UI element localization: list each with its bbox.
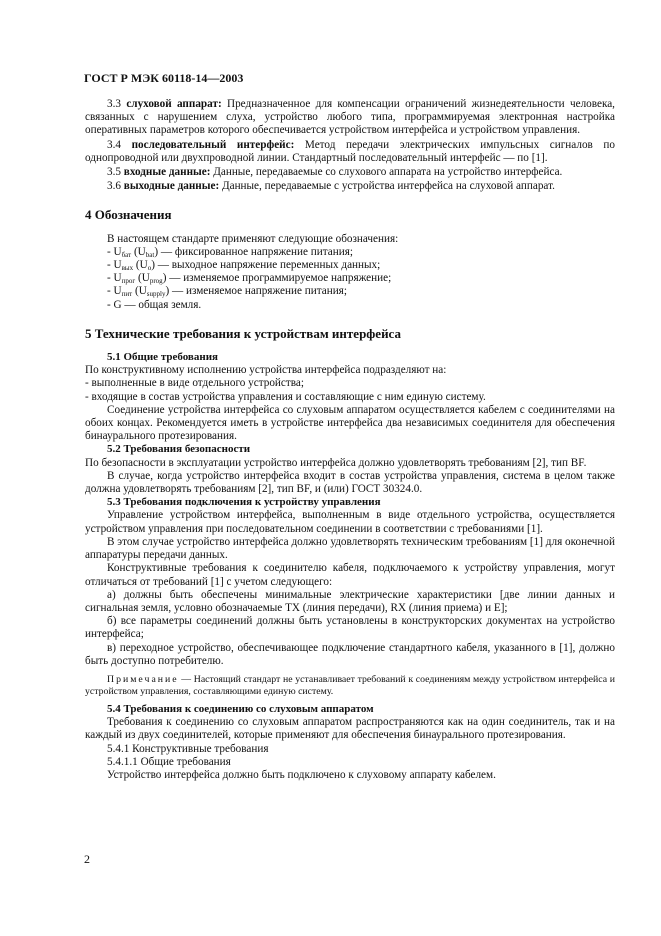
paragraph: В этом случае устройство интерфейса должно удовлетворять техническим требованиям [1] для оконечной аппаратуры передачи данных.	[85, 535, 615, 562]
subsection-5-1-title: 5.1 Общие требования	[107, 351, 218, 364]
subsection-5-2-title: 5.2 Требования безопасности	[107, 443, 251, 456]
definition-3-3: 3.3 слуховой аппарат: Предназначенное для компенсации ограничений жизнедеятельности человека, связанных с нарушением слуха, устройство любого типа, программируемая электронная настройка оперативных параметров которого обеспечивается устройством интерфейса и устройством управления.	[85, 98, 615, 137]
symbol-item: - $U_{бат}$ $(U_{bat})$ — фиксированное напряжение питания;	[107, 245, 353, 259]
definition-3-4: 3.4 последовательный интерфейс: Метод передачи электрических импульсных сигналов по однопроводной или двухпроводной линии. Стандартный последовательный интерфейс — по [1].	[85, 138, 615, 164]
paragraph: Управление устройством интерфейса, выполненным в виде отдельного устройства, осуществляется устройством управления при последовательном соединении в соответствии с требованиями [1].	[85, 509, 615, 535]
document-header: ГОСТ Р МЭК 60118-14—2003	[84, 71, 244, 85]
list-item: - входящие в состав устройства управления и составляющие с ним единую систему.	[85, 390, 486, 403]
document-body	[85, 98, 615, 782]
symbol-item: - G — общая земля.	[107, 298, 202, 311]
term: слуховой аппарат:	[126, 98, 222, 110]
list-item: а) должны быть обеспечены минимальные электрические характеристики [две линии данных и сигнальная земля, условно обозначаемые TX (линия передачи), RX (линия приема) и E];	[85, 588, 615, 614]
paragraph: В случае, когда устройство интерфейса входит в состав устройства управления, система в целом также должна удовлетворять требованиям [2], тип BF, и (или) ГОСТ 30324.0.	[85, 469, 615, 496]
note: Примечание — Настоящий стандарт не устанавливает требований к соединениям между устройством интерфейса и устройством управления, составляющими единую систему.	[85, 673, 615, 697]
page-number: 2	[84, 852, 90, 866]
section-4-title: 4 Обозначения	[85, 207, 172, 223]
term: последовательный интерфейс:	[131, 138, 295, 151]
paragraph: Требования к соединению со слуховым аппаратом распространяются как на один соединитель, так и на каждый из двух соединителей, которые применяют для обеспечения бинаурального протезирования.	[85, 716, 615, 742]
subsection-5-4-title: 5.4 Требования к соединению со слуховым аппаратом	[107, 702, 374, 715]
term: выходные данные:	[123, 180, 220, 193]
subsection-5-3-title: 5.3 Требования подключения к устройству управления	[107, 496, 381, 509]
subsection-5-4-1-title: 5.4.1 Конструктивные требования	[107, 742, 269, 755]
symbol-item: - $U_{пит}$ $(U_{supply})$ — изменяемое напряжение питания;	[107, 285, 347, 299]
section-5-title: 5 Технические требования к устройствам интерфейса	[85, 325, 401, 341]
paragraph: Устройство интерфейса должно быть подключено к слуховому аппарату кабелем.	[107, 768, 496, 781]
paragraph: Конструктивные требования к соединителю кабеля, подключаемого к устройству управления, могут отличаться от требований [1] с учетом следующего:	[85, 562, 615, 588]
subsection-5-4-1-1-title: 5.4.1.1 Общие требования	[107, 755, 231, 768]
symbol-item: - $U_{прог}$ $(U_{prog})$ — изменяемое программируемое напряжение;	[107, 272, 392, 286]
term: входные данные:	[123, 166, 211, 179]
paragraph: Соединение устройства интерфейса со слуховым аппаратом осуществляется кабелем с соединителями на обоих концах. Рекомендуется иметь в устройстве интерфейса два независимых соединителя для обеспечения бинаурального протезирования.	[85, 403, 615, 443]
list-item: в) переходное устройство, обеспечивающее подключение стандартного кабеля, указанного в [1], должно быть доступно потребителю.	[85, 641, 615, 667]
list-item: - выполненные в виде отдельного устройства;	[85, 377, 304, 390]
paragraph: По безопасности в эксплуатации устройство интерфейса должно удовлетворять требованиям [2], тип BF.	[85, 456, 587, 469]
paragraph: По конструктивному исполнению устройства интерфейса подразделяют на:	[85, 364, 447, 377]
definition-3-6: 3.6 выходные данные: Данные, передаваемые с устройства интерфейса на слуховой аппарат.	[107, 180, 555, 193]
definition-3-5: 3.5 входные данные: Данные, передаваемые со слухового аппарата на устройство интерфейса.	[107, 166, 563, 179]
section-4-intro: В настоящем стандарте применяют следующие обозначения:	[107, 232, 399, 245]
symbol-item: - $U_{вых}$ $(U_o)$ — выходное напряжение переменных данных;	[107, 259, 381, 273]
list-item: б) все параметры соединений должны быть установлены в конструкторских документах на устройство интерфейса;	[85, 615, 615, 641]
